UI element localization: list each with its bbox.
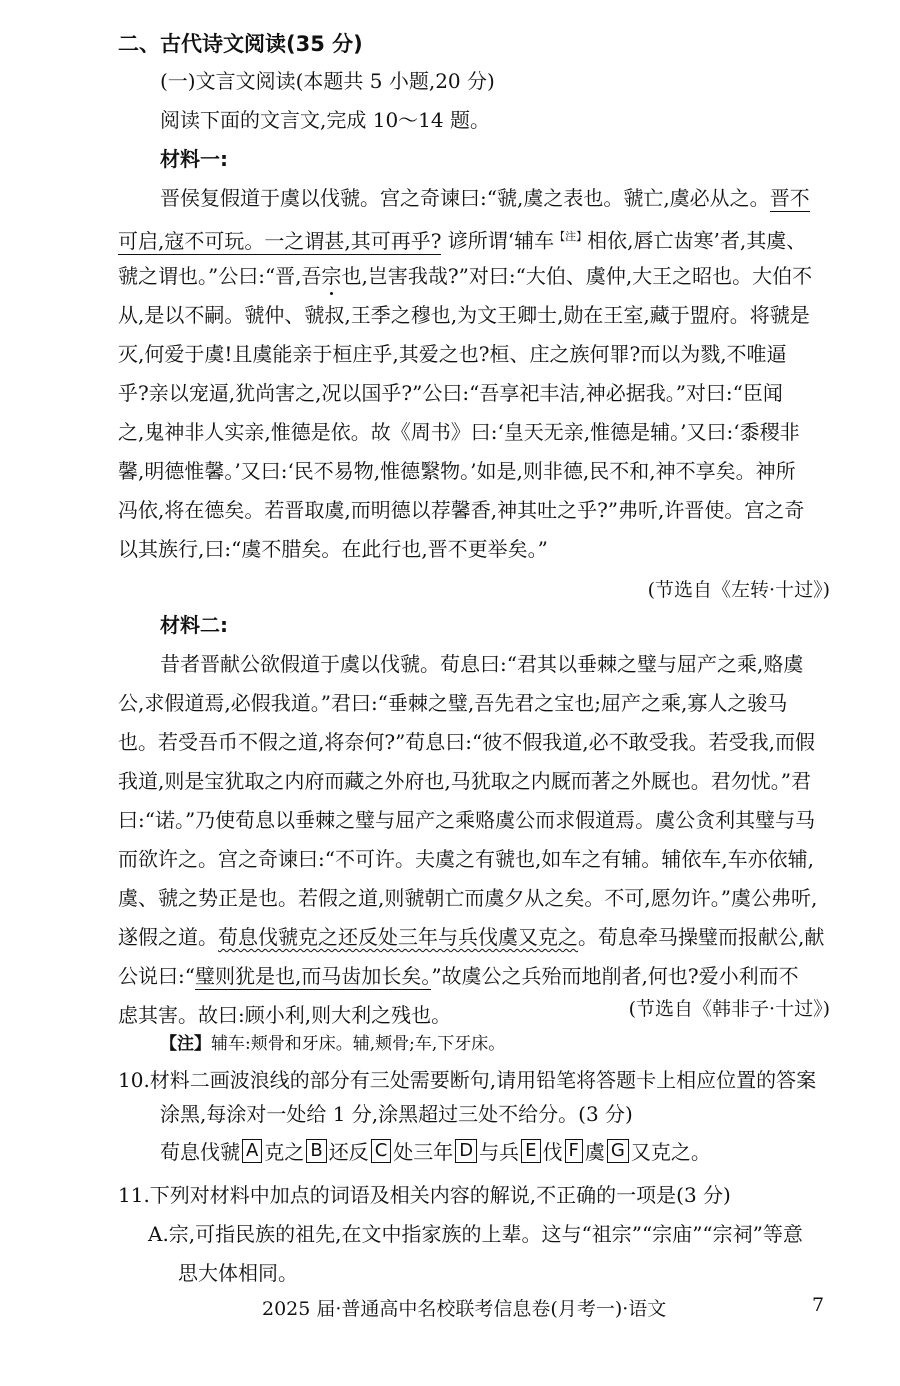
material1-line (118, 263, 812, 289)
segment: 又克之。 (630, 1140, 711, 1164)
material2-line: 曰:“诺。”乃使荀息以垂棘之璧与屈产之乘赂虞公而求假道焉。虞公贪利其璧与马 (118, 808, 816, 832)
question-10-line: 10.材料二画波浪线的部分有三处需要断句,请用铅笔将答题卡上相应位置的答案 (118, 1068, 817, 1092)
material1-line: 灭,何爱于虞!且虞能亲于桓庄乎,其爱之也?桓、庄之族何罪?而以为戮,不唯逼 (118, 342, 787, 366)
material1-line: 冯依,将在德矣。若晋取虞,而明德以荐馨香,神其吐之乎?”弗听,许晋使。宫之奇 (118, 498, 805, 522)
text-span: 谚所谓‘辅车 (441, 228, 555, 253)
segment: 还反 (328, 1140, 369, 1164)
text-span: 晋侯复假道于虞以伐虢。宫之奇谏曰:“虢,虞之表也。虢亡,虞必从之。 (160, 186, 770, 210)
material2-heading: 材料二: (160, 613, 228, 637)
segment: 虞 (584, 1140, 605, 1164)
text-span: 也,岂害我哉?”对曰:“大伯、虞仲,大王之昭也。大伯不 (341, 264, 813, 288)
material2-line: 虞、虢之势正是也。若假之道,则虢朝亡而虞夕从之矣。不可,愿勿许。”虞公弗听, (118, 886, 818, 910)
question-11-line: 11.下列对材料中加点的词语及相关内容的解说,不正确的一项是(3 分) (118, 1183, 731, 1207)
material2-source: (节选自《韩非子·十过》) (628, 998, 830, 1020)
break-option-box[interactable]: G (607, 1139, 629, 1163)
underlined-sentence: 璧则犹是也,而马齿加长矣。 (194, 964, 432, 988)
text-span: 虢之谓也。”公曰:“晋,吾 (118, 264, 322, 288)
break-option-box[interactable]: E (521, 1139, 540, 1163)
material2-line: 公,求假道焉,必假我道。”君曰:“垂棘之璧,吾先君之宝也;屈产之乘,寡人之骏马 (118, 691, 788, 715)
material1-line: 从,是以不嗣。虢仲、虢叔,王季之穆也,为文王卿士,勋在王室,藏于盟府。将虢是 (118, 303, 810, 327)
footnote (160, 1029, 505, 1054)
material1-heading: 材料一: (160, 147, 228, 171)
text-span: 。荀息牵马操璧而报献公,献 (578, 925, 825, 949)
segment: 处三年 (393, 1140, 454, 1164)
option-a-line: 思大体相同。 (178, 1261, 298, 1285)
break-option-box[interactable]: D (455, 1139, 477, 1163)
break-option-box[interactable]: C (371, 1139, 392, 1163)
segment: 克之 (264, 1140, 305, 1164)
material2-line: 我道,则是宝犹取之内府而藏之外府也,马犹取之内厩而著之外厩也。君勿忧。”君 (118, 769, 811, 793)
material2-line: 昔者晋献公欲假道于虞以伐虢。荀息曰:“君其以垂棘之璧与屈产之乘,赂虞 (160, 652, 804, 676)
break-option-box[interactable]: B (306, 1139, 326, 1163)
note-marker: 【注】 (554, 230, 588, 243)
instruction: 阅读下面的文言文,完成 10～14 题。 (160, 108, 490, 132)
material2-line (118, 963, 799, 989)
text-span: 遂假之道。 (118, 925, 218, 949)
material1-line: 之,鬼神非人实亲,惟德是依。故《周书》曰:‘皇天无亲,惟德是辅。’又曰:‘黍稷非 (118, 420, 800, 444)
material1-source: (节选自《左转·十过》) (647, 579, 830, 601)
page-footer: 2025 届·普通高中名校联考信息卷(月考一)·语文 (262, 1298, 667, 1320)
material1-line: 以其族行,曰:“虞不腊矣。在此行也,晋不更举矣。” (118, 537, 548, 561)
text-span: 相依,唇亡齿寒’者,其虞、 (587, 228, 807, 253)
segment: 与兵 (479, 1140, 520, 1164)
part-title: (一)文言文阅读(本题共 5 小题,20 分) (160, 69, 495, 93)
break-option-box[interactable]: A (242, 1139, 262, 1163)
section-title: 二、古代诗文阅读(35 分) (118, 32, 363, 56)
question-10-line: 涂黑,每涂对一处给 1 分,涂黑超过三处不给分。(3 分) (160, 1102, 633, 1126)
option-a-line: A.宗,可指民族的祖先,在文中指家族的上辈。这与“祖宗”“宗庙”“宗祠”等意 (148, 1222, 803, 1246)
material1-line (118, 224, 806, 254)
underlined-sentence: 可启,寇不可玩。一之谓甚,其可再乎? (118, 228, 442, 253)
dotted-word: 宗 (321, 264, 342, 288)
note-label: 【注】 (160, 1034, 211, 1054)
break-option-box[interactable]: F (565, 1139, 583, 1163)
segment: 伐 (542, 1140, 563, 1164)
segment: 荀息伐虢 (160, 1140, 240, 1164)
text-span: ”故虞公之兵殆而地削者,何也?爱小利而不 (431, 964, 799, 988)
material1-line (160, 185, 810, 211)
note-text: 辅车:颊骨和牙床。辅,颊骨;车,下牙床。 (211, 1034, 506, 1054)
text-span: 公说曰:“ (118, 964, 195, 988)
material1-line: 乎?亲以宠逼,犹尚害之,况以国乎?”公曰:“吾享祀丰洁,神必据我。”对曰:“臣闻 (118, 381, 783, 405)
material2-line: 虑其害。故曰:顾小利,则大利之残也。 (118, 1003, 452, 1027)
sentence-break-options (160, 1136, 711, 1165)
material1-line: 馨,明德惟馨。’又曰:‘民不易物,惟德繄物。’如是,则非德,民不和,神不享矣。神所 (118, 459, 796, 483)
wavy-underlined-passage: 荀息伐虢克之还反处三年与兵伐虞又克之 (218, 925, 578, 949)
page-number: 7 (812, 1294, 825, 1316)
material2-line (118, 924, 824, 950)
underlined-sentence: 晋不 (769, 186, 810, 210)
material2-line: 而欲许之。宫之奇谏曰:“不可许。夫虞之有虢也,如车之有辅。辅依车,车亦依辅, (118, 847, 815, 871)
material2-line: 也。若受吾币不假之道,将奈何?”荀息曰:“彼不假我道,必不敢受我。若受我,而假 (118, 730, 815, 754)
